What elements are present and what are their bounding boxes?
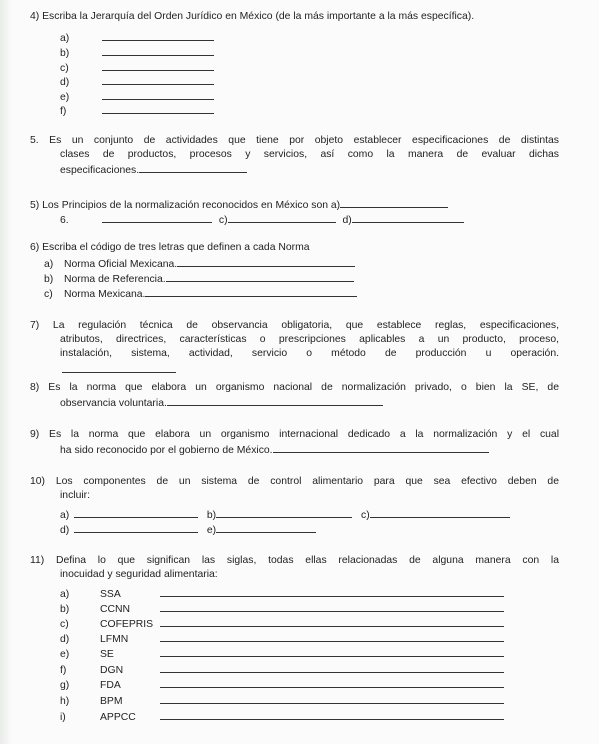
question-6-item-a: a) Norma Oficial Mexicana. — [44, 256, 355, 270]
question-principles: 5) Los Principios de la normalización reconocidos en México son a) — [30, 197, 559, 213]
question-5: 5. Es un conjunto de actividades que tiene por objeto establecer especificaciones de distintas clases de productos, procesos y servicios, así como la manera de evaluar dichas especificaciones. — [30, 135, 559, 176]
question-11-item-bpm: h) BPM — [60, 693, 504, 707]
question-11-item-ssa: a) SSA — [60, 586, 504, 600]
answer-line[interactable] — [74, 507, 198, 518]
answer-line[interactable] — [160, 693, 504, 704]
answer-line[interactable] — [74, 522, 198, 533]
question-11-item-fda: g) FDA — [60, 677, 504, 691]
question-4-item-e: e) — [60, 89, 214, 103]
answer-line[interactable] — [340, 197, 448, 208]
question-4-item-a: a) — [60, 30, 214, 44]
question-11-item-lfmn: d) LFMN — [60, 631, 504, 645]
question-4-title: 4) Escriba la Jerarquía del Orden Jurídico en México (de la más importante a la más específica). — [30, 11, 475, 22]
question-principles-row2: 6. c) d) — [60, 212, 464, 226]
answer-line[interactable] — [160, 709, 504, 720]
question-9: 9) Es la norma que elabora un organismo internacional dedicado a la normalización y el cual ha sido reconocido por el gobierno de México. — [30, 429, 559, 456]
answer-line[interactable] — [160, 631, 504, 642]
question-4-item-b: b) — [60, 45, 214, 59]
answer-line[interactable] — [160, 601, 504, 612]
question-11: 11) Defina lo que significan las siglas, todas ellas relacionadas de alguna manera con la inocuidad y seguridad alimentaria: — [30, 555, 559, 580]
answer-line[interactable] — [102, 74, 214, 85]
answer-line[interactable] — [160, 662, 504, 673]
answer-line[interactable] — [352, 212, 464, 223]
answer-line[interactable] — [102, 30, 214, 41]
answer-line[interactable] — [139, 162, 247, 173]
question-6-item-c: c) Norma Mexicana. — [44, 286, 357, 300]
question-4-item-d: d) — [60, 74, 214, 88]
answer-line[interactable] — [102, 60, 214, 71]
answer-line[interactable] — [160, 646, 504, 657]
question-11-item-ccnn: b) CCNN — [60, 601, 504, 615]
question-11-item-appcc: i) APPCC — [60, 709, 504, 723]
question-6-item-b: b) Norma de Referencia. — [44, 271, 354, 285]
question-8: 8) Es la norma que elabora un organismo nacional de normalización privado, o bien la SE, de observancia voluntaria. — [30, 382, 559, 409]
question-11-item-se: e) SE — [60, 646, 504, 660]
answer-line[interactable] — [167, 395, 383, 406]
question-4 — [30, 10, 559, 24]
question-11-item-dgn: f) DGN — [60, 662, 504, 676]
answer-line[interactable] — [370, 507, 510, 518]
answer-line[interactable] — [273, 442, 489, 453]
answer-line[interactable] — [166, 271, 354, 282]
answer-line[interactable] — [62, 372, 176, 373]
answer-line[interactable] — [102, 89, 214, 100]
answer-line[interactable] — [160, 586, 504, 597]
question-6: 6) Escriba el código de tres letras que definen a cada Norma — [30, 242, 310, 253]
question-10-row1: a) b) c) — [60, 507, 510, 521]
question-11-item-cofepris: c) COFEPRIS — [60, 616, 504, 630]
answer-line[interactable] — [216, 507, 352, 518]
answer-line[interactable] — [102, 45, 214, 56]
answer-line[interactable] — [228, 212, 336, 223]
question-10: 10) Los componentes de un sistema de control alimentario para que sea efectivo deben de incluir: — [30, 476, 559, 501]
question-7: 7) La regulación técnica de observancia obligatoria, que establece reglas, especificaciones, atributos, directrices, características o prescripciones aplicables a un producto, proceso, instalación, sistema, actividad, servicio o método de producción u operación. — [30, 320, 559, 359]
question-4-item-c: c) — [60, 60, 214, 74]
answer-line[interactable] — [216, 522, 316, 533]
answer-line[interactable] — [177, 256, 355, 267]
answer-line[interactable] — [160, 677, 504, 688]
watermark-strip — [0, 0, 12, 744]
question-4-item-f: f) — [60, 103, 214, 117]
answer-line[interactable] — [145, 286, 357, 297]
answer-line[interactable] — [102, 212, 212, 223]
answer-line[interactable] — [160, 616, 504, 627]
answer-line[interactable] — [102, 103, 214, 114]
question-10-row2: d) e) — [60, 522, 316, 536]
